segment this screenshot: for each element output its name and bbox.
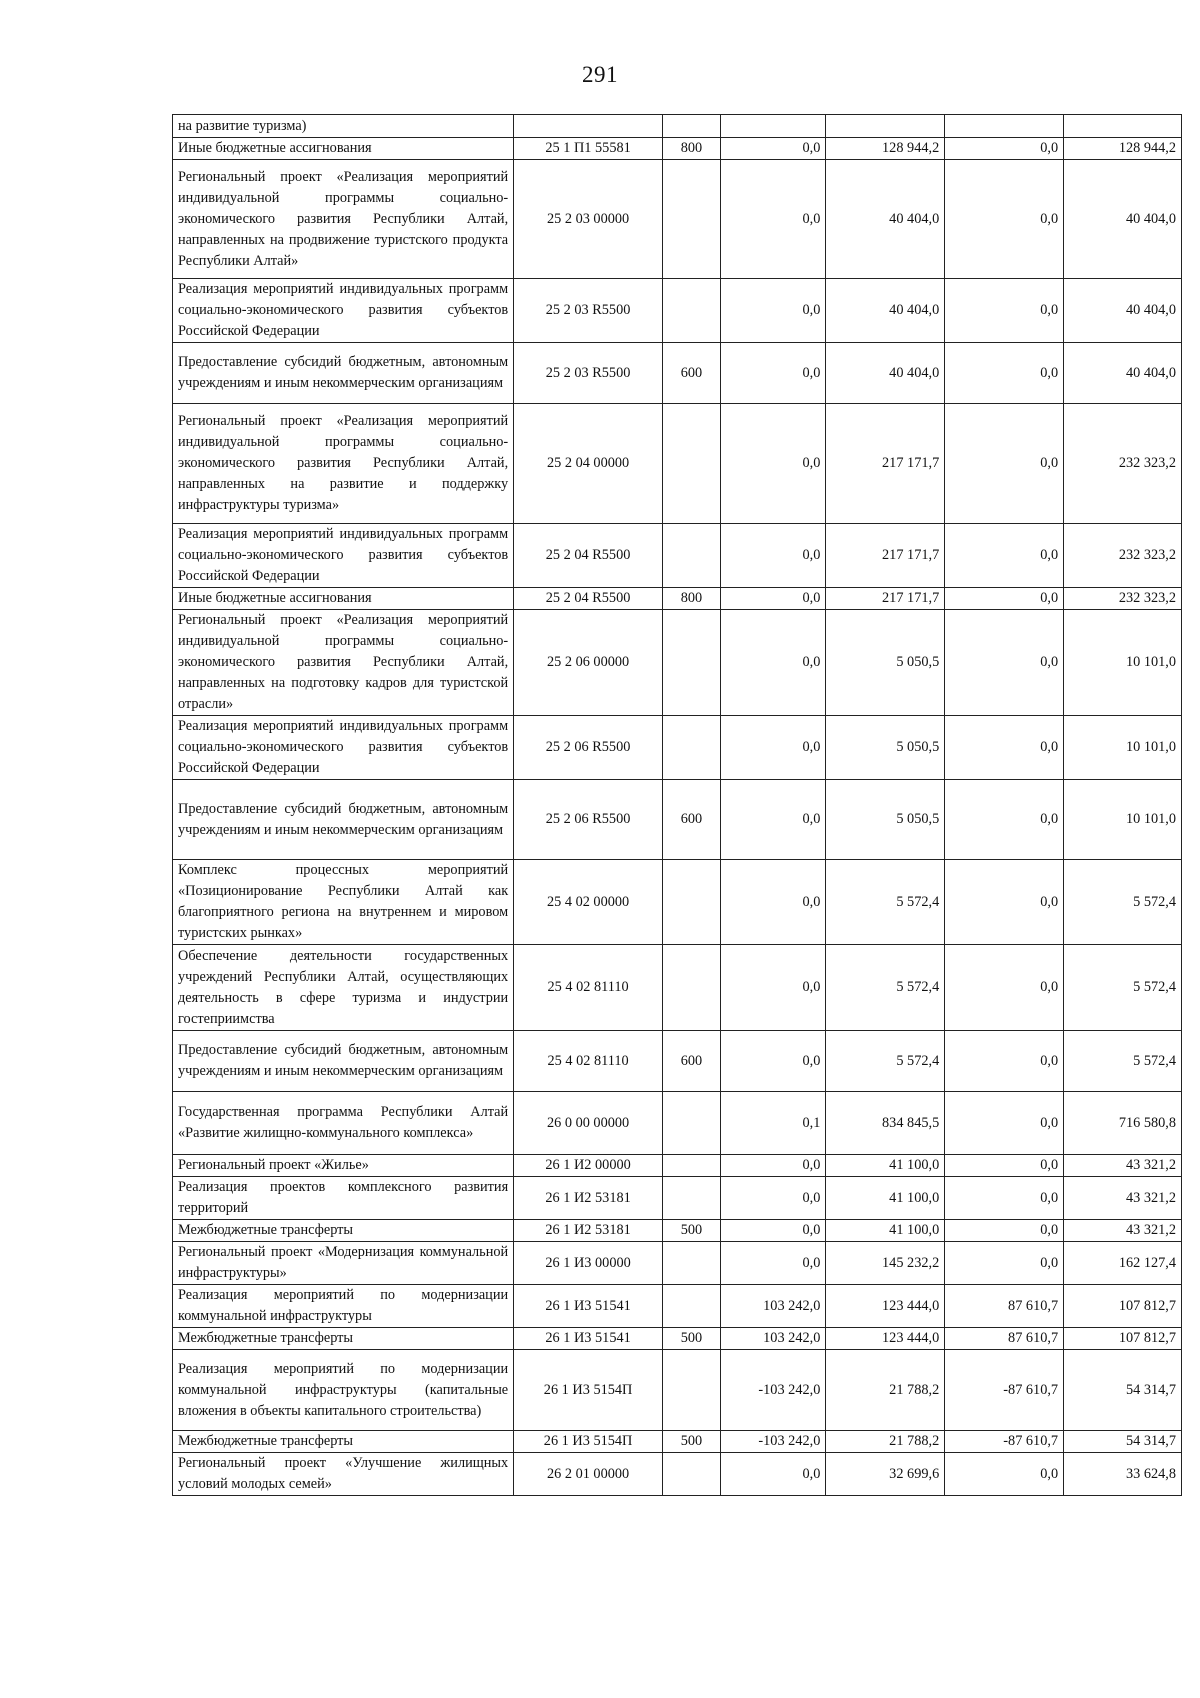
amount-col-3-cell: 0,0 <box>945 138 1064 160</box>
amount-col-3-cell: 0,0 <box>945 588 1064 610</box>
row-name-cell: Межбюджетные трансферты <box>173 1220 514 1242</box>
expense-type-cell <box>663 1155 721 1177</box>
amount-col-4-cell: 33 624,8 <box>1064 1453 1182 1496</box>
row-name-cell: Региональный проект «Реализация мероприятий индивидуальной программы социально-экономического развития Республики Алтай, направленных на подготовку кадров для туристской отрасли» <box>173 610 514 716</box>
target-code-cell: 26 1 И3 51541 <box>514 1285 663 1328</box>
amount-col-2-cell: 217 171,7 <box>826 588 945 610</box>
amount-col-3-cell: 0,0 <box>945 343 1064 404</box>
amount-col-2-cell: 41 100,0 <box>826 1155 945 1177</box>
table-row <box>173 1242 1182 1285</box>
amount-col-1-cell: 0,0 <box>720 138 825 160</box>
amount-col-3-cell: 0,0 <box>945 1155 1064 1177</box>
amount-col-3-cell: 0,0 <box>945 1220 1064 1242</box>
amount-col-2-cell: 5 572,4 <box>826 860 945 945</box>
row-name-cell: Реализация мероприятий по модернизации коммунальной инфраструктуры (капитальные вложения в объекты капитального строительства) <box>173 1350 514 1431</box>
table-row <box>173 860 1182 945</box>
amount-col-2-cell: 21 788,2 <box>826 1350 945 1431</box>
table-row <box>173 138 1182 160</box>
row-name-cell: Реализация мероприятий индивидуальных программ социально-экономического развития субъектов Российской Федерации <box>173 716 514 780</box>
target-code-cell: 26 1 И3 00000 <box>514 1242 663 1285</box>
target-code-cell: 25 2 04 00000 <box>514 404 663 524</box>
amount-col-2-cell: 5 572,4 <box>826 945 945 1031</box>
target-code-cell: 25 4 02 00000 <box>514 860 663 945</box>
amount-col-3-cell: 0,0 <box>945 945 1064 1031</box>
amount-col-2-cell: 123 444,0 <box>826 1328 945 1350</box>
row-name-cell: Региональный проект «Жилье» <box>173 1155 514 1177</box>
amount-col-1-cell: 0,0 <box>720 524 825 588</box>
amount-col-2-cell: 40 404,0 <box>826 279 945 343</box>
amount-col-1-cell: 0,0 <box>720 1242 825 1285</box>
target-code-cell: 25 4 02 81110 <box>514 945 663 1031</box>
table-row <box>173 1177 1182 1220</box>
amount-col-3-cell: 0,0 <box>945 780 1064 860</box>
amount-col-2-cell: 5 050,5 <box>826 610 945 716</box>
row-name-cell: Региональный проект «Реализация мероприятий индивидуальной программы социально-экономического развития Республики Алтай, направленных на продвижение туристского продукта Республики Алтай» <box>173 160 514 279</box>
row-name-cell: Иные бюджетные ассигнования <box>173 138 514 160</box>
amount-col-1-cell: 0,0 <box>720 404 825 524</box>
table-row <box>173 1328 1182 1350</box>
row-name-cell: Региональный проект «Улучшение жилищных условий молодых семей» <box>173 1453 514 1496</box>
table-row <box>173 404 1182 524</box>
row-name-cell: Государственная программа Республики Алтай «Развитие жилищно-коммунального комплекса» <box>173 1092 514 1155</box>
row-name-cell: Реализация мероприятий индивидуальных программ социально-экономического развития субъектов Российской Федерации <box>173 279 514 343</box>
expense-type-cell <box>663 404 721 524</box>
amount-col-2-cell: 128 944,2 <box>826 138 945 160</box>
amount-col-2-cell: 41 100,0 <box>826 1177 945 1220</box>
amount-col-1-cell: 0,0 <box>720 610 825 716</box>
expense-type-cell <box>663 1453 721 1496</box>
amount-col-3-cell: 0,0 <box>945 1242 1064 1285</box>
amount-col-4-cell: 232 323,2 <box>1064 524 1182 588</box>
page-number: 291 <box>582 62 618 87</box>
amount-col-4-cell: 43 321,2 <box>1064 1220 1182 1242</box>
amount-col-1-cell: 103 242,0 <box>720 1328 825 1350</box>
expense-type-cell <box>663 524 721 588</box>
row-name-cell: Реализация проектов комплексного развития территорий <box>173 1177 514 1220</box>
target-code-cell: 25 2 06 R5500 <box>514 780 663 860</box>
amount-col-4-cell: 162 127,4 <box>1064 1242 1182 1285</box>
expense-type-cell <box>663 610 721 716</box>
expense-type-cell: 500 <box>663 1328 721 1350</box>
table-row <box>173 1350 1182 1431</box>
amount-col-2-cell: 21 788,2 <box>826 1431 945 1453</box>
row-name-cell: Комплекс процессных мероприятий «Позиционирование Республики Алтай как благоприятного региона на внутреннем и мировом туристских рынках» <box>173 860 514 945</box>
target-code-cell: 25 2 03 R5500 <box>514 279 663 343</box>
expense-type-cell <box>663 1242 721 1285</box>
amount-col-3-cell: 0,0 <box>945 1031 1064 1092</box>
table-row <box>173 610 1182 716</box>
amount-col-1-cell: -103 242,0 <box>720 1350 825 1431</box>
target-code-cell: 26 1 И3 51541 <box>514 1328 663 1350</box>
row-name-cell: Реализация мероприятий по модернизации коммунальной инфраструктуры <box>173 1285 514 1328</box>
amount-col-4-cell: 107 812,7 <box>1064 1285 1182 1328</box>
table-row <box>173 343 1182 404</box>
target-code-cell: 26 1 И3 5154П <box>514 1350 663 1431</box>
amount-col-4-cell: 107 812,7 <box>1064 1328 1182 1350</box>
row-name-cell: Иные бюджетные ассигнования <box>173 588 514 610</box>
amount-col-1-cell: 0,0 <box>720 279 825 343</box>
target-code-cell <box>514 115 663 138</box>
table-row <box>173 279 1182 343</box>
amount-col-3-cell: 0,0 <box>945 860 1064 945</box>
amount-col-4-cell: 40 404,0 <box>1064 279 1182 343</box>
amount-col-2-cell: 834 845,5 <box>826 1092 945 1155</box>
table-row <box>173 588 1182 610</box>
table-row <box>173 1453 1182 1496</box>
table-row <box>173 1155 1182 1177</box>
target-code-cell: 26 0 00 00000 <box>514 1092 663 1155</box>
amount-col-1-cell: 0,0 <box>720 860 825 945</box>
amount-col-1-cell: 0,0 <box>720 716 825 780</box>
expense-type-cell: 800 <box>663 138 721 160</box>
amount-col-1-cell: 0,0 <box>720 588 825 610</box>
expense-type-cell: 500 <box>663 1220 721 1242</box>
expense-type-cell <box>663 716 721 780</box>
expense-type-cell: 500 <box>663 1431 721 1453</box>
amount-col-3-cell: -87 610,7 <box>945 1350 1064 1431</box>
expense-type-cell <box>663 115 721 138</box>
amount-col-3-cell: 0,0 <box>945 404 1064 524</box>
amount-col-4-cell <box>1064 115 1182 138</box>
target-code-cell: 26 2 01 00000 <box>514 1453 663 1496</box>
amount-col-4-cell: 40 404,0 <box>1064 343 1182 404</box>
amount-col-4-cell: 232 323,2 <box>1064 404 1182 524</box>
row-name-cell: на развитие туризма) <box>173 115 514 138</box>
amount-col-4-cell: 716 580,8 <box>1064 1092 1182 1155</box>
amount-col-4-cell: 43 321,2 <box>1064 1177 1182 1220</box>
amount-col-3-cell: 0,0 <box>945 160 1064 279</box>
amount-col-2-cell: 5 572,4 <box>826 1031 945 1092</box>
target-code-cell: 25 2 04 R5500 <box>514 524 663 588</box>
expense-type-cell <box>663 945 721 1031</box>
amount-col-1-cell: 0,1 <box>720 1092 825 1155</box>
amount-col-4-cell: 10 101,0 <box>1064 780 1182 860</box>
expense-type-cell <box>663 1285 721 1328</box>
target-code-cell: 25 2 06 00000 <box>514 610 663 716</box>
amount-col-3-cell: 87 610,7 <box>945 1328 1064 1350</box>
table-row <box>173 115 1182 138</box>
amount-col-1-cell: 0,0 <box>720 1177 825 1220</box>
amount-col-3-cell: 0,0 <box>945 1177 1064 1220</box>
table-row <box>173 945 1182 1031</box>
amount-col-4-cell: 5 572,4 <box>1064 860 1182 945</box>
amount-col-1-cell: 0,0 <box>720 1220 825 1242</box>
amount-col-2-cell: 32 699,6 <box>826 1453 945 1496</box>
row-name-cell: Межбюджетные трансферты <box>173 1431 514 1453</box>
amount-col-2-cell: 145 232,2 <box>826 1242 945 1285</box>
expense-type-cell: 600 <box>663 343 721 404</box>
amount-col-1-cell: 0,0 <box>720 160 825 279</box>
expense-type-cell <box>663 1350 721 1431</box>
target-code-cell: 25 2 03 R5500 <box>514 343 663 404</box>
expense-type-cell <box>663 860 721 945</box>
amount-col-4-cell: 10 101,0 <box>1064 610 1182 716</box>
target-code-cell: 25 1 П1 55581 <box>514 138 663 160</box>
table-row <box>173 1092 1182 1155</box>
target-code-cell: 26 1 И3 5154П <box>514 1431 663 1453</box>
amount-col-3-cell: 0,0 <box>945 279 1064 343</box>
amount-col-4-cell: 232 323,2 <box>1064 588 1182 610</box>
amount-col-3-cell: 0,0 <box>945 524 1064 588</box>
amount-col-4-cell: 10 101,0 <box>1064 716 1182 780</box>
expense-type-cell <box>663 279 721 343</box>
amount-col-4-cell: 5 572,4 <box>1064 945 1182 1031</box>
target-code-cell: 26 1 И2 53181 <box>514 1220 663 1242</box>
row-name-cell: Предоставление субсидий бюджетным, автономным учреждениям и иным некоммерческим организациям <box>173 343 514 404</box>
expense-type-cell: 800 <box>663 588 721 610</box>
amount-col-3-cell <box>945 115 1064 138</box>
table-row <box>173 780 1182 860</box>
amount-col-4-cell: 5 572,4 <box>1064 1031 1182 1092</box>
amount-col-2-cell: 217 171,7 <box>826 524 945 588</box>
amount-col-4-cell: 54 314,7 <box>1064 1431 1182 1453</box>
amount-col-1-cell: 0,0 <box>720 1031 825 1092</box>
amount-col-3-cell: 0,0 <box>945 1453 1064 1496</box>
table-row <box>173 1031 1182 1092</box>
row-name-cell: Региональный проект «Модернизация коммунальной инфраструктуры» <box>173 1242 514 1285</box>
amount-col-2-cell: 123 444,0 <box>826 1285 945 1328</box>
expense-type-cell <box>663 1177 721 1220</box>
row-name-cell: Реализация мероприятий индивидуальных программ социально-экономического развития субъектов Российской Федерации <box>173 524 514 588</box>
expense-type-cell: 600 <box>663 780 721 860</box>
amount-col-1-cell: 0,0 <box>720 343 825 404</box>
amount-col-2-cell: 5 050,5 <box>826 780 945 860</box>
target-code-cell: 25 2 03 00000 <box>514 160 663 279</box>
amount-col-3-cell: 87 610,7 <box>945 1285 1064 1328</box>
row-name-cell: Предоставление субсидий бюджетным, автономным учреждениям и иным некоммерческим организациям <box>173 780 514 860</box>
table-row <box>173 716 1182 780</box>
expense-type-cell <box>663 1092 721 1155</box>
target-code-cell: 26 1 И2 53181 <box>514 1177 663 1220</box>
target-code-cell: 26 1 И2 00000 <box>514 1155 663 1177</box>
expense-type-cell <box>663 160 721 279</box>
amount-col-2-cell <box>826 115 945 138</box>
amount-col-2-cell: 40 404,0 <box>826 343 945 404</box>
amount-col-1-cell <box>720 115 825 138</box>
amount-col-3-cell: 0,0 <box>945 610 1064 716</box>
amount-col-2-cell: 41 100,0 <box>826 1220 945 1242</box>
amount-col-4-cell: 43 321,2 <box>1064 1155 1182 1177</box>
amount-col-1-cell: 0,0 <box>720 780 825 860</box>
amount-col-3-cell: 0,0 <box>945 1092 1064 1155</box>
table-body <box>173 115 1182 1496</box>
amount-col-2-cell: 40 404,0 <box>826 160 945 279</box>
amount-col-1-cell: 103 242,0 <box>720 1285 825 1328</box>
amount-col-2-cell: 5 050,5 <box>826 716 945 780</box>
amount-col-1-cell: 0,0 <box>720 945 825 1031</box>
amount-col-1-cell: -103 242,0 <box>720 1431 825 1453</box>
row-name-cell: Межбюджетные трансферты <box>173 1328 514 1350</box>
target-code-cell: 25 2 04 R5500 <box>514 588 663 610</box>
table-row <box>173 524 1182 588</box>
amount-col-3-cell: -87 610,7 <box>945 1431 1064 1453</box>
amount-col-4-cell: 128 944,2 <box>1064 138 1182 160</box>
row-name-cell: Предоставление субсидий бюджетным, автономным учреждениям и иным некоммерческим организациям <box>173 1031 514 1092</box>
row-name-cell: Региональный проект «Реализация мероприятий индивидуальной программы социально-экономического развития Республики Алтай, направленных на развитие и поддержку инфраструктуры туризма» <box>173 404 514 524</box>
target-code-cell: 25 2 06 R5500 <box>514 716 663 780</box>
amount-col-4-cell: 54 314,7 <box>1064 1350 1182 1431</box>
table-row <box>173 1220 1182 1242</box>
amount-col-1-cell: 0,0 <box>720 1155 825 1177</box>
budget-table <box>172 114 1182 1496</box>
table-row <box>173 160 1182 279</box>
amount-col-4-cell: 40 404,0 <box>1064 160 1182 279</box>
amount-col-1-cell: 0,0 <box>720 1453 825 1496</box>
table-row <box>173 1431 1182 1453</box>
amount-col-3-cell: 0,0 <box>945 716 1064 780</box>
expense-type-cell: 600 <box>663 1031 721 1092</box>
amount-col-2-cell: 217 171,7 <box>826 404 945 524</box>
table-row <box>173 1285 1182 1328</box>
row-name-cell: Обеспечение деятельности государственных учреждений Республики Алтай, осуществляющих деятельность в сфере туризма и индустрии гостеприимства <box>173 945 514 1031</box>
target-code-cell: 25 4 02 81110 <box>514 1031 663 1092</box>
